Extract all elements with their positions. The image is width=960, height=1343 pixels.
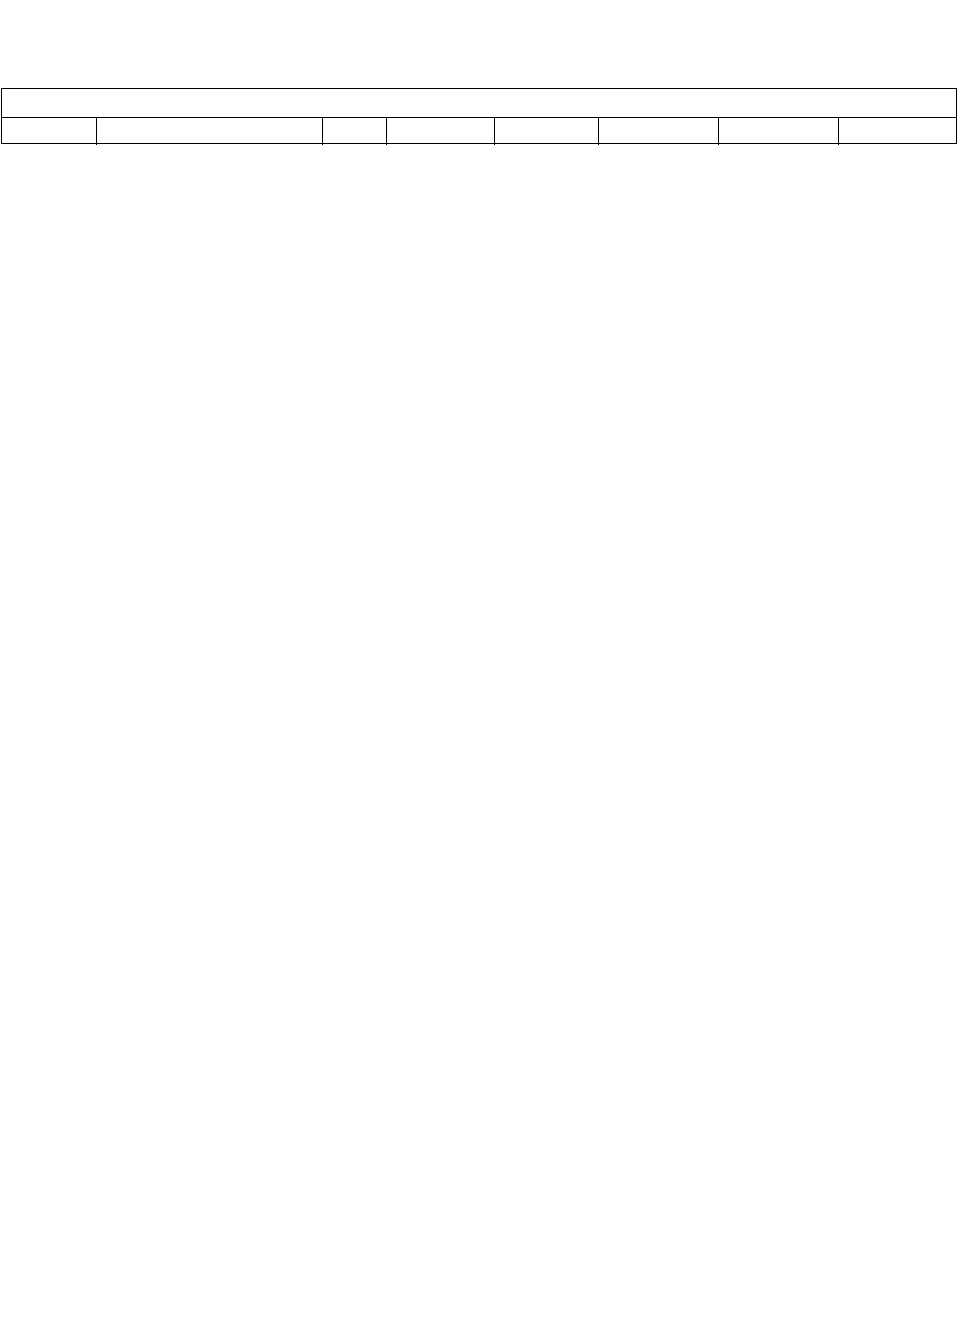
col-doc-number <box>2 117 96 145</box>
table-header <box>1 88 957 144</box>
col-total-md <box>598 117 718 145</box>
source-row <box>8 159 954 175</box>
col-date <box>322 117 386 145</box>
col-new-balance <box>838 117 956 145</box>
col-total-dal <box>718 117 838 145</box>
col-turnover-dal <box>494 117 598 145</box>
col-note <box>96 117 322 145</box>
col-turnover-md <box>386 117 494 145</box>
